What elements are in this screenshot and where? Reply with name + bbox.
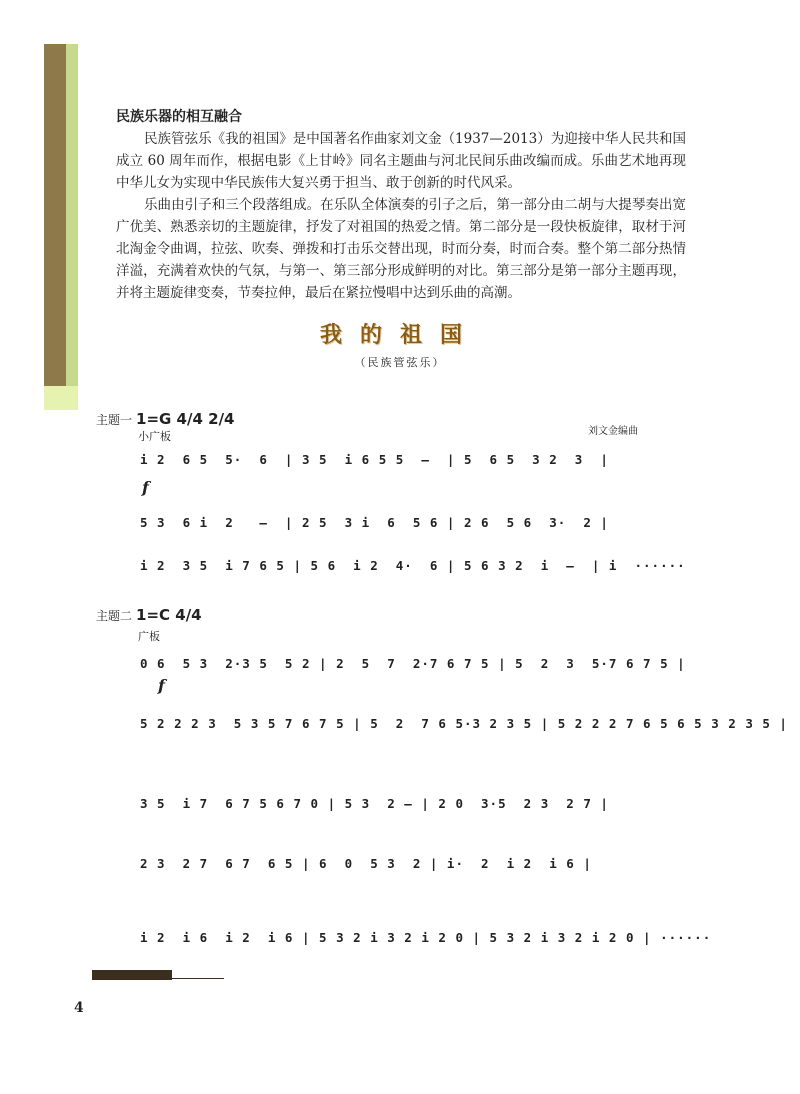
theme2-line-2: 5 2 2 2 3 5 3 5 7 6 7 5 | 5 2 7 6 5·3 2 3 5 | 5 2 2 2 7 6 5 6 5 3 2 3 5 |	[140, 716, 788, 731]
theme1-dynamic: f	[142, 478, 149, 497]
theme2-label: 主题二	[96, 609, 133, 623]
theme2-header	[96, 606, 202, 624]
section-heading: 民族乐器的相互融合	[116, 109, 242, 125]
theme1-line-1: i 2 6 5 5· 6 | 3 5 i 6 5 5 – | 5 6 5 3 2 3 |	[140, 452, 609, 467]
paragraph-1: 民族管弦乐《我的祖国》是中国著名作曲家刘文金（1937—2013）为迎接中华人民共和国成立 60 周年而作，根据电影《上甘岭》同名主题曲与河北民间乐曲改编而成。乐曲艺术地再现中华儿女为实现中华民族伟大复兴勇于担当、敢于创新的时代风采。	[116, 131, 686, 191]
page-number: 4	[74, 1000, 84, 1016]
song-subtitle: （民族管弦乐）	[354, 356, 446, 369]
theme1-header	[96, 410, 234, 428]
theme1-line-3: i 2 3 5 i 7 6 5 | 5 6 i 2 4· 6 | 5 6 3 2 i – | i ······	[140, 558, 686, 573]
composer: 刘文金编曲	[588, 426, 638, 437]
theme1-tempo: 小广板	[138, 430, 171, 443]
theme1-line-2: 5 3 6 i 2 – | 2 5 3 i 6 5 6 | 2 6 5 6 3· 2 |	[140, 515, 609, 530]
song-title: 我的祖国	[319, 322, 480, 348]
footer-line	[172, 978, 224, 979]
theme2-line-1: 0 6 5 3 2·3 5 5 2 | 2 5 7 2·7 6 7 5 | 5 2 3 5·7 6 7 5 |	[140, 656, 686, 671]
theme2-line-3: 3 5 i 7 6 7 5 6 7 0 | 5 3 2 – | 2 0 3·5 2 3 2 7 |	[140, 796, 609, 811]
theme1-key: 1=G 4/4 2/4	[136, 410, 235, 428]
theme2-tempo: 广板	[138, 630, 160, 643]
theme2-line-5: i 2 i 6 i 2 i 6 | 5 3 2 i 3 2 i 2 0 | 5 3 2 i 3 2 i 2 0 | ······	[140, 930, 712, 945]
theme2-dynamic: f	[158, 676, 165, 695]
margin-bar-block	[44, 386, 78, 410]
paragraph-2: 乐曲由引子和三个段落组成。在乐队全体演奏的引子之后，第一部分由二胡与大提琴奏出宽广优美、熟悉亲切的主题旋律，抒发了对祖国的热爱之情。第二部分是一段快板旋律，取材于河北淘金令曲调，拉弦、吹奏、弹拨和打击乐交替出现，时而分奏，时而合奏。整个第二部分热情洋溢，充满着欢快的气氛，与第一、第三部分形成鲜明的对比。第三部分是第一部分主题再现，并将主题旋律变奏，节奏拉伸，最后在紧拉慢唱中达到乐曲的高潮。	[116, 197, 686, 301]
theme1-label: 主题一	[96, 413, 133, 427]
theme2-key: 1=C 4/4	[136, 606, 202, 624]
footer-bar	[92, 970, 172, 980]
theme2-line-4: 2 3 2 7 6 7 6 5 | 6 0 5 3 2 | i· 2 i 2 i 6 |	[140, 856, 592, 871]
